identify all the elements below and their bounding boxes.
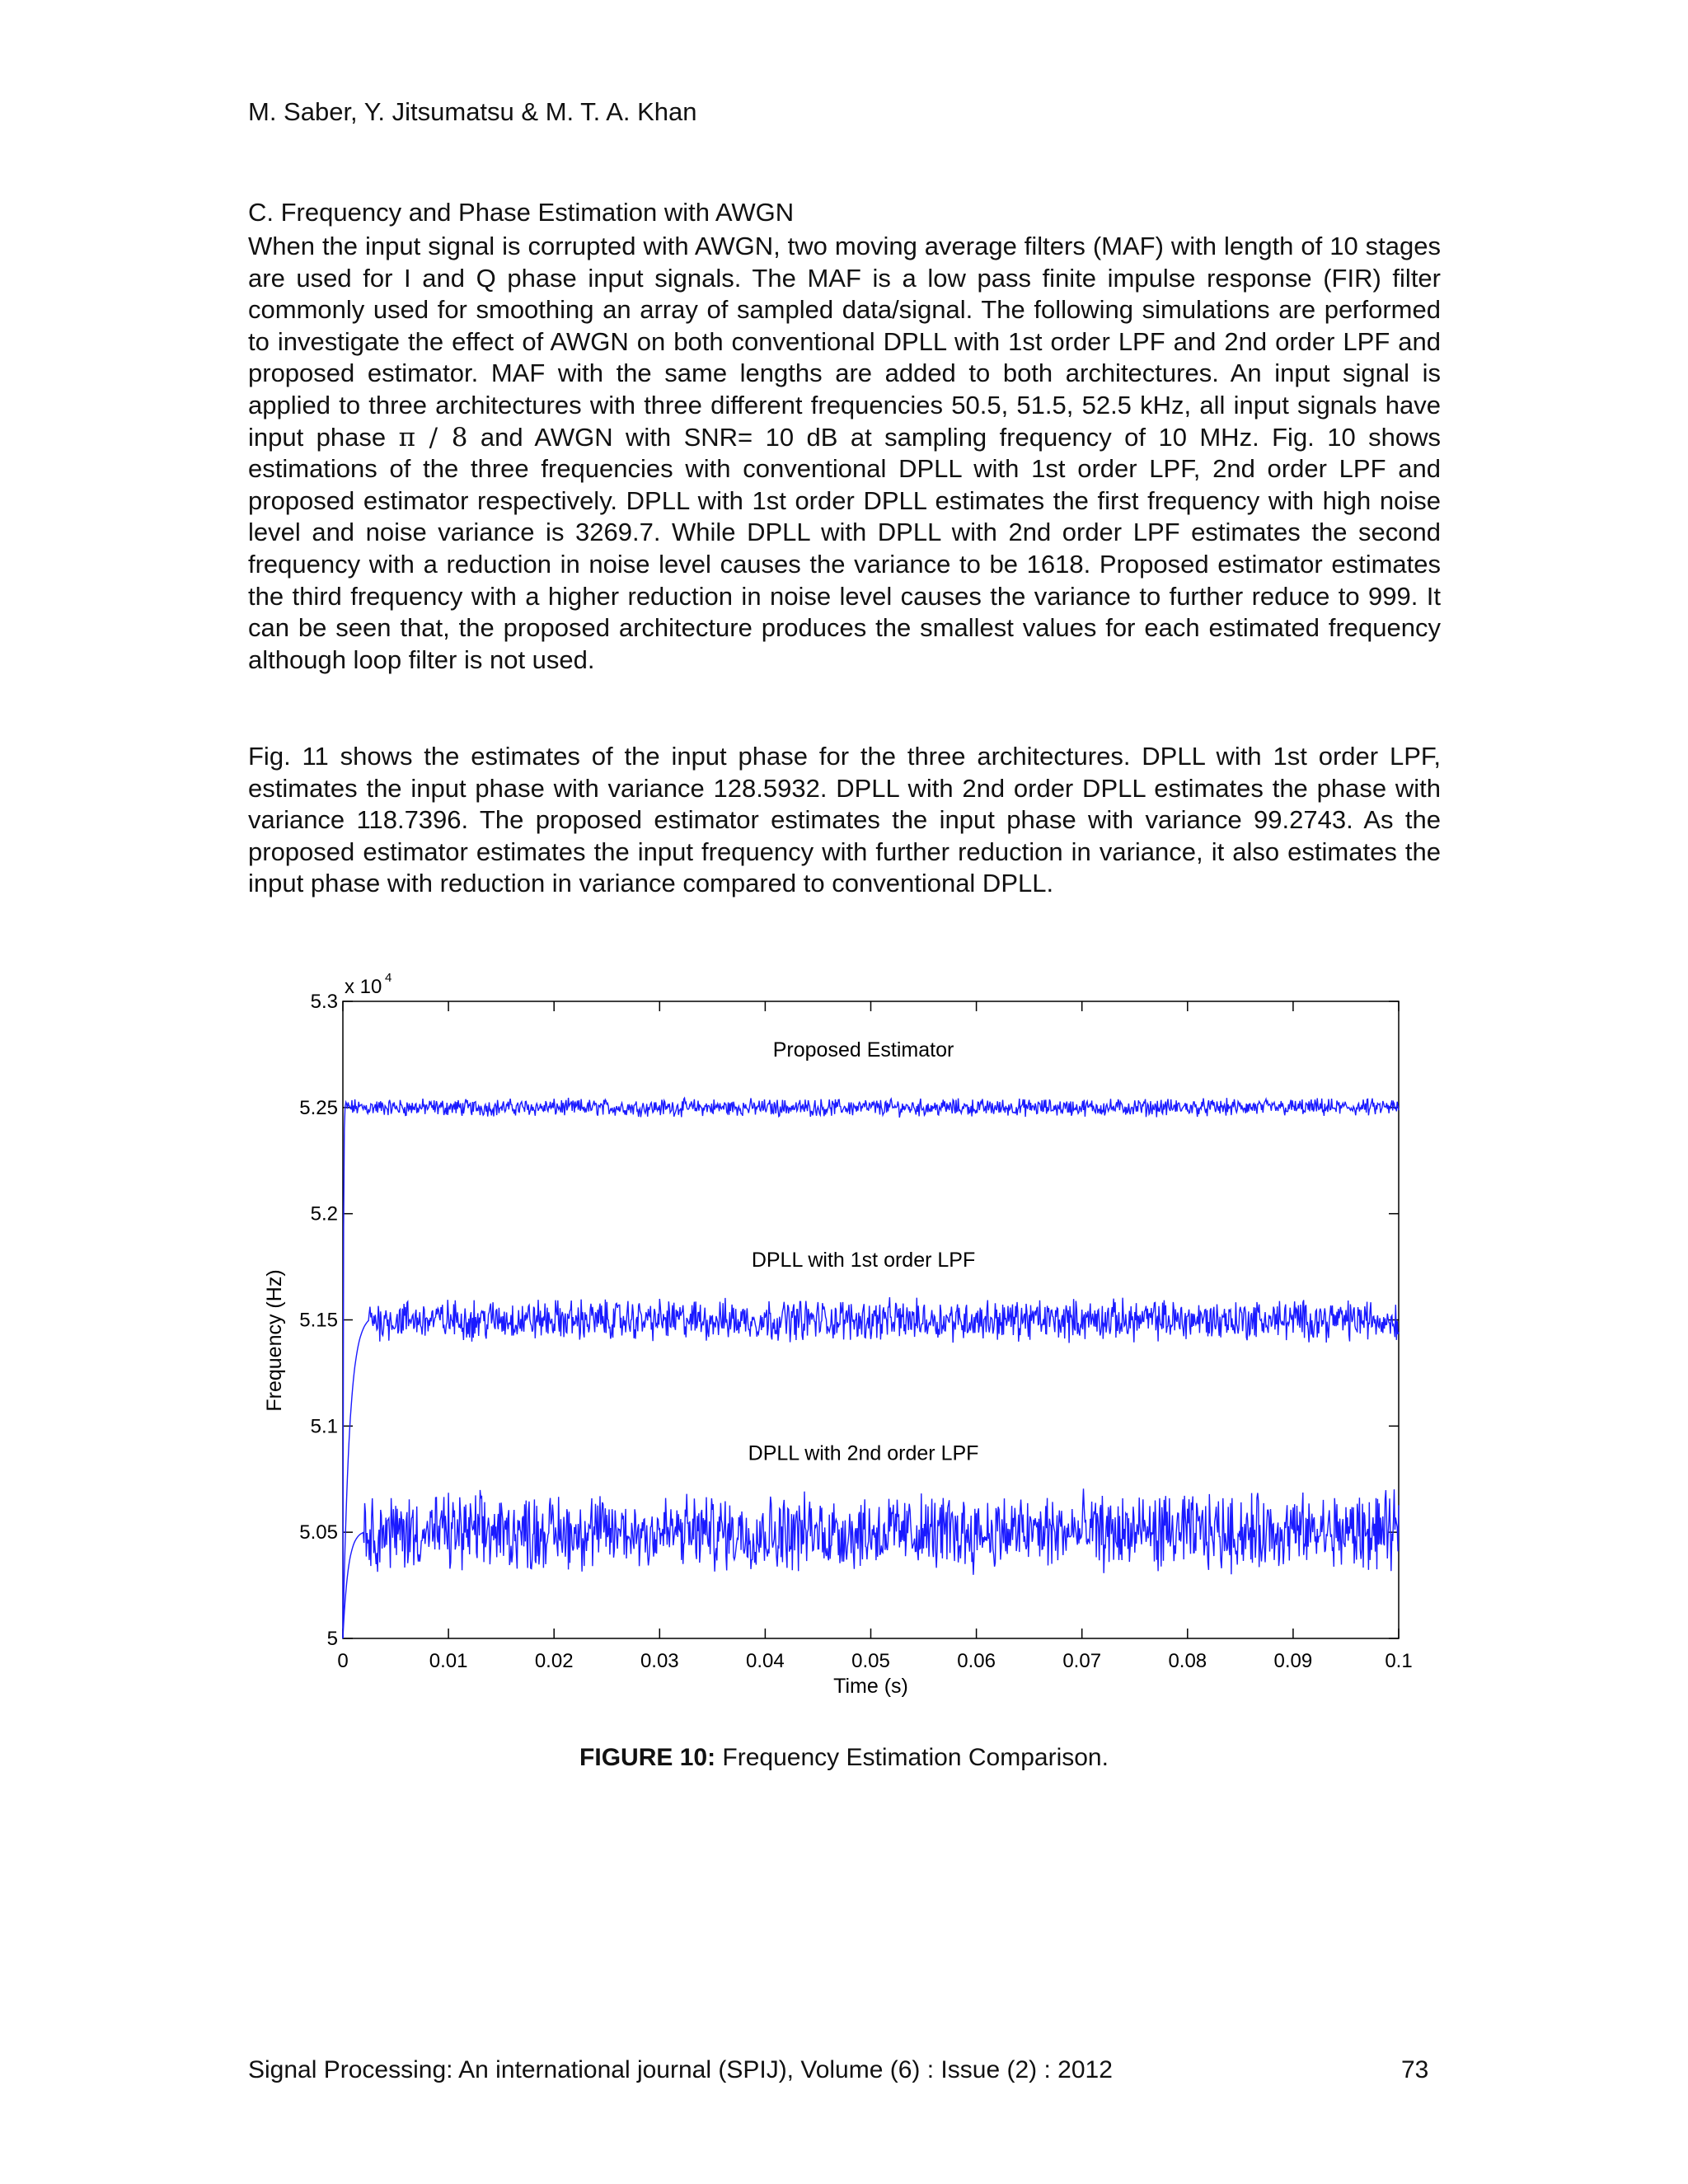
x-tick-label: 0.09 bbox=[1273, 1650, 1313, 1672]
x-tick-label: 0.07 bbox=[1062, 1650, 1102, 1672]
y-multiplier: x 10 bbox=[345, 976, 382, 998]
y-tick-label: 5.25 bbox=[299, 1096, 338, 1119]
series-label: DPLL with 2nd order LPF bbox=[748, 1441, 979, 1465]
paragraph-text-before-phase: When the input signal is corrupted with AWGN, two moving average filters (MAF) with length of 10 stages are used for I and Q phase input signals. The MAF is a low pass finite impulse response (FIR) filter commonly used for smoothing an array of sampled data/signal. The following simulations are performed to investigate the effect of AWGN on both conventional DPLL with 1st order LPF and 2nd order LPF and proposed estimator. MAF with the same lengths are added to both architectures. An input signal is applied to three architectures with three different frequencies 50.5, 51.5, 52.5 kHz, all input signals have input phase bbox=[248, 232, 1441, 452]
running-header: M. Saber, Y. Jitsumatsu & M. T. A. Khan bbox=[248, 97, 697, 126]
y-tick-label: 5.05 bbox=[299, 1521, 338, 1544]
x-tick-label: 0.06 bbox=[957, 1650, 996, 1672]
y-tick-label: 5.15 bbox=[299, 1309, 338, 1332]
phase-symbol: π / 8 bbox=[398, 422, 468, 452]
x-axis-label: Time (s) bbox=[833, 1675, 908, 1698]
figure-caption-label: FIGURE 10: bbox=[579, 1744, 716, 1771]
x-tick-label: 0.1 bbox=[1385, 1650, 1413, 1672]
figure-caption bbox=[0, 1744, 1688, 1772]
paragraph-text-after-phase: and AWGN with SNR= 10 dB at sampling frequency of 10 MHz. Fig. 10 shows estimations of the three frequencies with conventional DPLL with 1st order LPF, 2nd order LPF and proposed estimator respectively. DPLL with 1st order DPLL estimates the first frequency with high noise level and noise variance is 3269.7. While DPLL with DPLL with 2nd order LPF estimates the second frequency with a reduction in noise level causes the variance to be 1618. Proposed estimator estimates the third frequency with a higher reduction in noise level causes the variance to further reduce to 999. It can be seen that, the proposed architecture produces the smallest values for each estimated frequency although loop filter is not used. bbox=[248, 422, 1441, 674]
x-tick-label: 0.04 bbox=[746, 1650, 785, 1672]
footer-journal: Signal Processing: An international journal (SPIJ), Volume (6) : Issue (2) : 2012 bbox=[248, 2056, 1113, 2083]
x-tick-label: 0.02 bbox=[534, 1650, 574, 1672]
y-tick-label: 5.1 bbox=[310, 1415, 338, 1438]
x-tick-label: 0.05 bbox=[851, 1650, 890, 1672]
x-tick-label: 0.08 bbox=[1168, 1650, 1207, 1672]
page-number: 73 bbox=[1401, 2056, 1429, 2083]
section-title: C. Frequency and Phase Estimation with AWGN bbox=[248, 198, 795, 227]
y-tick-label: 5.3 bbox=[310, 991, 338, 1013]
y-multiplier-exponent: 4 bbox=[385, 971, 392, 985]
x-tick-label: 0.01 bbox=[429, 1650, 468, 1672]
figure-caption-text: Frequency Estimation Comparison. bbox=[722, 1744, 1109, 1771]
series-label: Proposed Estimator bbox=[772, 1038, 954, 1062]
paragraph-phase-estimation: Fig. 11 shows the estimates of the input phase for the three architectures. DPLL with 1st order LPF, estimates the input phase with variance 128.5932. DPLL with 2nd order DPLL estimates the phase with variance 118.7396. The proposed estimator estimates the input phase with variance 99.2743. As the proposed estimator estimates the input frequency with further reduction in variance, it also estimates the input phase with reduction in variance compared to conventional DPLL. bbox=[248, 742, 1441, 898]
x-tick-label: 0 bbox=[337, 1650, 349, 1672]
y-axis-label: Frequency (Hz) bbox=[263, 1269, 286, 1412]
y-tick-label: 5 bbox=[326, 1628, 338, 1650]
x-tick-label: 0.03 bbox=[640, 1650, 679, 1672]
series-label: DPLL with 1st order LPF bbox=[751, 1249, 976, 1272]
y-tick-label: 5.2 bbox=[310, 1202, 338, 1226]
